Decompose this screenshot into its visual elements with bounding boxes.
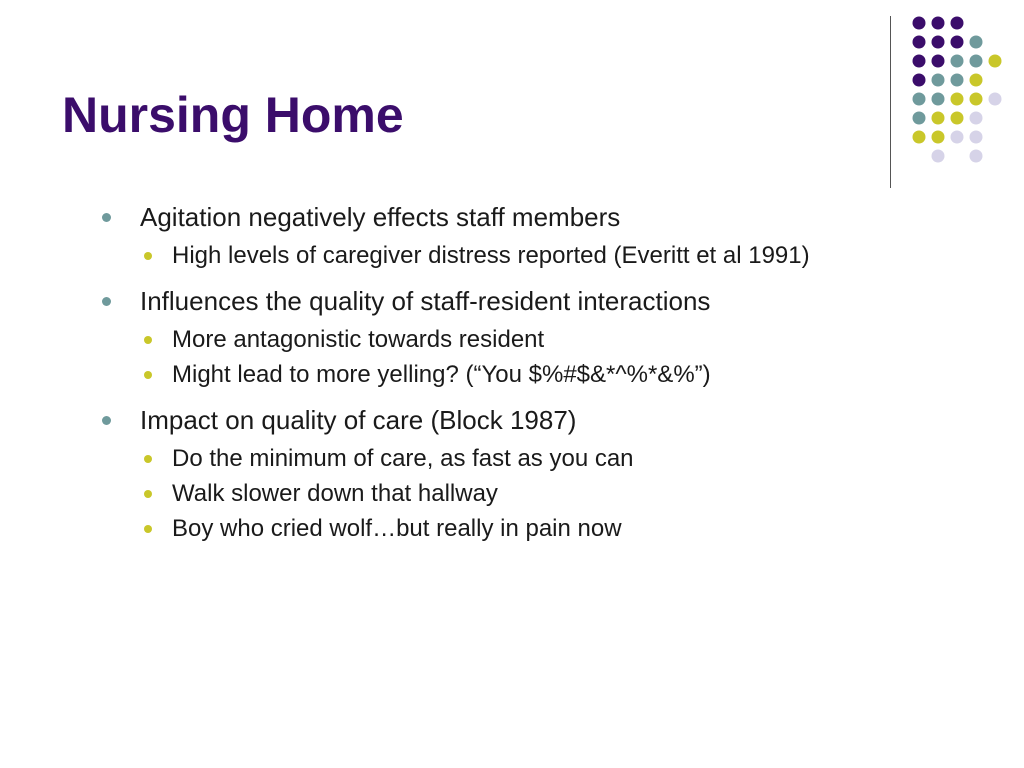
decor-dot bbox=[913, 36, 926, 49]
decor-dot bbox=[970, 150, 983, 163]
decor-dot bbox=[932, 150, 945, 163]
title-divider-line bbox=[890, 16, 891, 188]
decor-dot bbox=[970, 112, 983, 125]
sub-bullet-dot-icon bbox=[144, 336, 152, 344]
decor-dot bbox=[970, 131, 983, 144]
bullet-text: Impact on quality of care (Block 1987) bbox=[140, 404, 577, 435]
bullet-item bbox=[100, 202, 900, 274]
decor-dot bbox=[932, 36, 945, 49]
sub-bullet-list bbox=[140, 442, 900, 546]
decor-dot bbox=[951, 131, 964, 144]
decor-dot bbox=[932, 55, 945, 68]
decor-dot bbox=[951, 17, 964, 30]
sub-bullet-text: Might lead to more yelling? (“You $%#$&*^%*&%”) bbox=[172, 360, 711, 388]
decor-dot bbox=[989, 55, 1002, 68]
sub-bullet-dot-icon bbox=[144, 455, 152, 463]
decor-dot bbox=[932, 131, 945, 144]
sub-bullet-text: Walk slower down that hallway bbox=[172, 479, 498, 507]
sub-bullet-item bbox=[140, 323, 900, 358]
decor-dot bbox=[951, 36, 964, 49]
decor-dot bbox=[932, 74, 945, 87]
decor-dot bbox=[970, 36, 983, 49]
sub-bullet-text: More antagonistic towards resident bbox=[172, 326, 545, 354]
sub-bullet-item bbox=[140, 358, 900, 393]
sub-bullet-text: Do the minimum of care, as fast as you can bbox=[172, 444, 634, 472]
sub-bullet-dot-icon bbox=[144, 252, 152, 260]
decor-dot bbox=[913, 112, 926, 125]
decor-dot bbox=[970, 93, 983, 106]
bullet-dot-icon bbox=[102, 297, 111, 306]
decor-dot bbox=[913, 55, 926, 68]
sub-bullet-text: Boy who cried wolf…but really in pain now bbox=[172, 514, 622, 542]
slide-body bbox=[100, 198, 900, 546]
bullet-text: Agitation negatively effects staff members bbox=[140, 202, 621, 232]
decor-dot bbox=[913, 93, 926, 106]
bullet-dot-icon bbox=[102, 416, 111, 425]
decor-dot bbox=[951, 55, 964, 68]
decor-dot bbox=[932, 93, 945, 106]
decor-dot bbox=[913, 74, 926, 87]
decor-dot bbox=[989, 93, 1002, 106]
sub-bullet-list bbox=[140, 323, 900, 393]
decor-dot bbox=[951, 93, 964, 106]
decor-dot bbox=[970, 74, 983, 87]
decor-dot bbox=[970, 55, 983, 68]
sub-bullet-item bbox=[140, 239, 900, 274]
sub-bullet-item bbox=[140, 442, 900, 477]
bullet-dot-icon bbox=[102, 213, 111, 222]
sub-bullet-text: High levels of caregiver distress reported (Everitt et al 1991) bbox=[172, 242, 810, 270]
bullet-item bbox=[100, 405, 900, 547]
bullet-text: Influences the quality of staff-resident interactions bbox=[140, 285, 711, 316]
decor-dot bbox=[932, 17, 945, 30]
bullet-list bbox=[100, 202, 900, 546]
decor-dot bbox=[913, 131, 926, 144]
decor-dot bbox=[932, 112, 945, 125]
decor-dot bbox=[951, 74, 964, 87]
sub-bullet-item bbox=[140, 512, 900, 547]
sub-bullet-item bbox=[140, 477, 900, 512]
slide-title: Nursing Home bbox=[62, 87, 404, 143]
sub-bullet-dot-icon bbox=[144, 525, 152, 533]
decor-dot bbox=[951, 112, 964, 125]
bullet-item bbox=[100, 286, 900, 393]
sub-bullet-dot-icon bbox=[144, 371, 152, 379]
sub-bullet-list bbox=[140, 239, 900, 274]
decor-dot bbox=[913, 17, 926, 30]
sub-bullet-dot-icon bbox=[144, 490, 152, 498]
